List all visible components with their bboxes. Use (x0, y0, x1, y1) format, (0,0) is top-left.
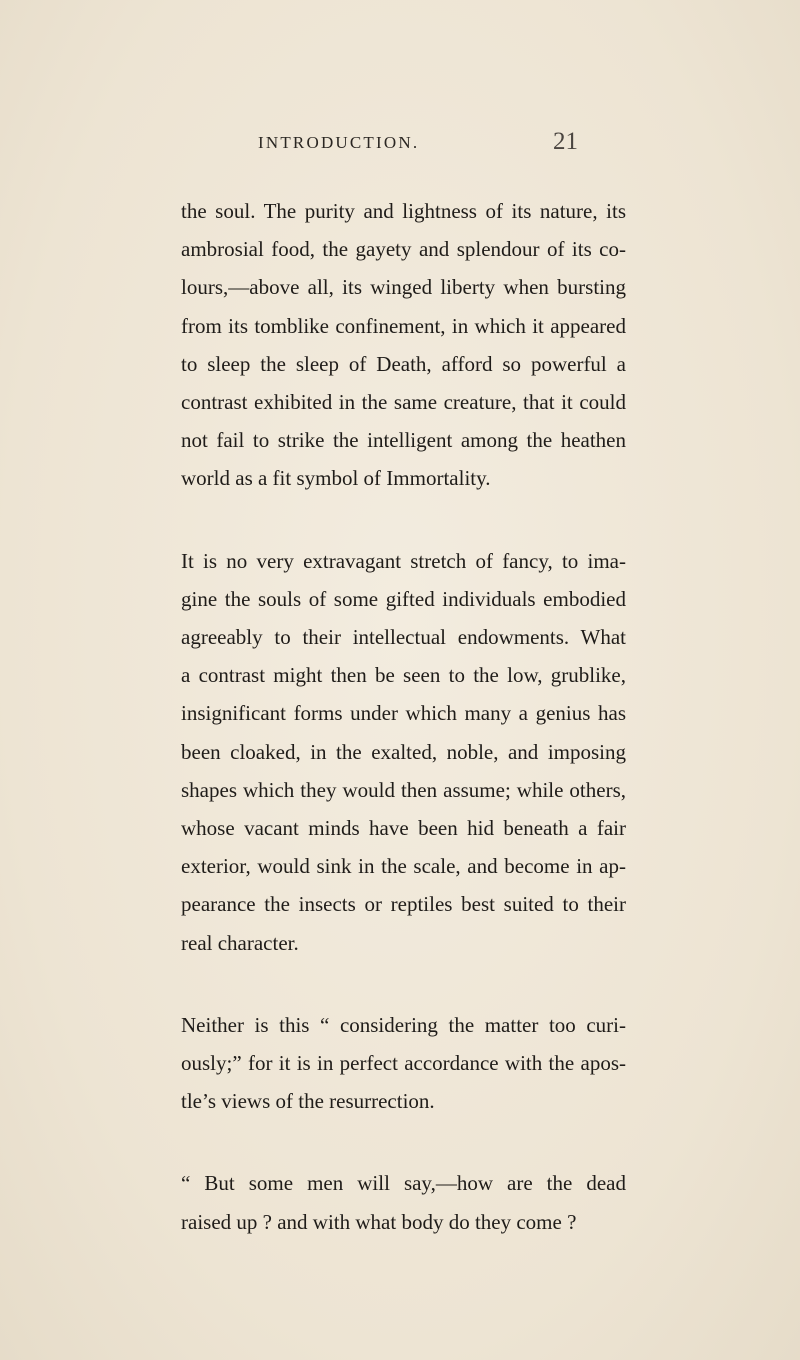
paragraph-gap (181, 1120, 626, 1164)
text-line: the soul. The purity and lightness of its nature, its (181, 199, 626, 223)
text-line: shapes which they would then assume; while others, (181, 777, 626, 802)
text-line: lours,—above all, its winged liberty when bursting (181, 275, 626, 300)
paragraph-1 (181, 192, 626, 498)
paragraph-4 (181, 1164, 626, 1240)
running-head-title: INTRODUCTION. (258, 133, 420, 152)
text-line: to sleep the sleep of Death, afford so powerful a (181, 351, 626, 376)
text-line: whose vacant minds have been hid beneath a fair (181, 816, 626, 841)
paragraph-2 (181, 542, 626, 962)
text-line: contrast exhibited in the same creature, that it could (181, 390, 626, 415)
text-line: gine the souls of some gifted individuals embodied (181, 586, 626, 611)
text-line: ambrosial food, the gayety and splendour of its co- (181, 237, 626, 262)
text-line: from its tomblike confinement, in which it appeared (181, 313, 626, 338)
text-line: exterior, would sink in the scale, and become in ap- (181, 854, 626, 879)
page-number: 21 (553, 128, 578, 155)
text-line: tle’s views of the resurrection. (181, 1089, 435, 1114)
paragraph-3 (181, 1006, 626, 1121)
text-line: world as a fit symbol of Immortality. (181, 466, 491, 491)
text-line: not fail to strike the intelligent among the heathen (181, 428, 626, 453)
text-line: ously;” for it is in perfect accordance with the apos- (181, 1051, 626, 1076)
running-head (0, 128, 800, 159)
paragraph-gap (181, 498, 626, 542)
body-text (181, 192, 626, 1241)
text-line: a contrast might then be seen to the low, grublike, (181, 663, 626, 688)
text-line: It is no very extravagant stretch of fancy, to ima- (181, 548, 626, 573)
text-line: real character. (181, 930, 299, 955)
text-line: pearance the insects or reptiles best suited to their (181, 892, 626, 917)
text-line: insignificant forms under which many a genius has (181, 701, 626, 726)
text-line: raised up ? and with what body do they come ? (181, 1209, 577, 1234)
text-line: Neither is this “ considering the matter too curi- (181, 1012, 626, 1037)
text-line: “ But some men will say,—how are the dead (181, 1171, 626, 1196)
text-line: agreeably to their intellectual endowments. What (181, 625, 626, 650)
paragraph-gap (181, 962, 626, 1006)
text-line: been cloaked, in the exalted, noble, and imposing (181, 739, 626, 764)
